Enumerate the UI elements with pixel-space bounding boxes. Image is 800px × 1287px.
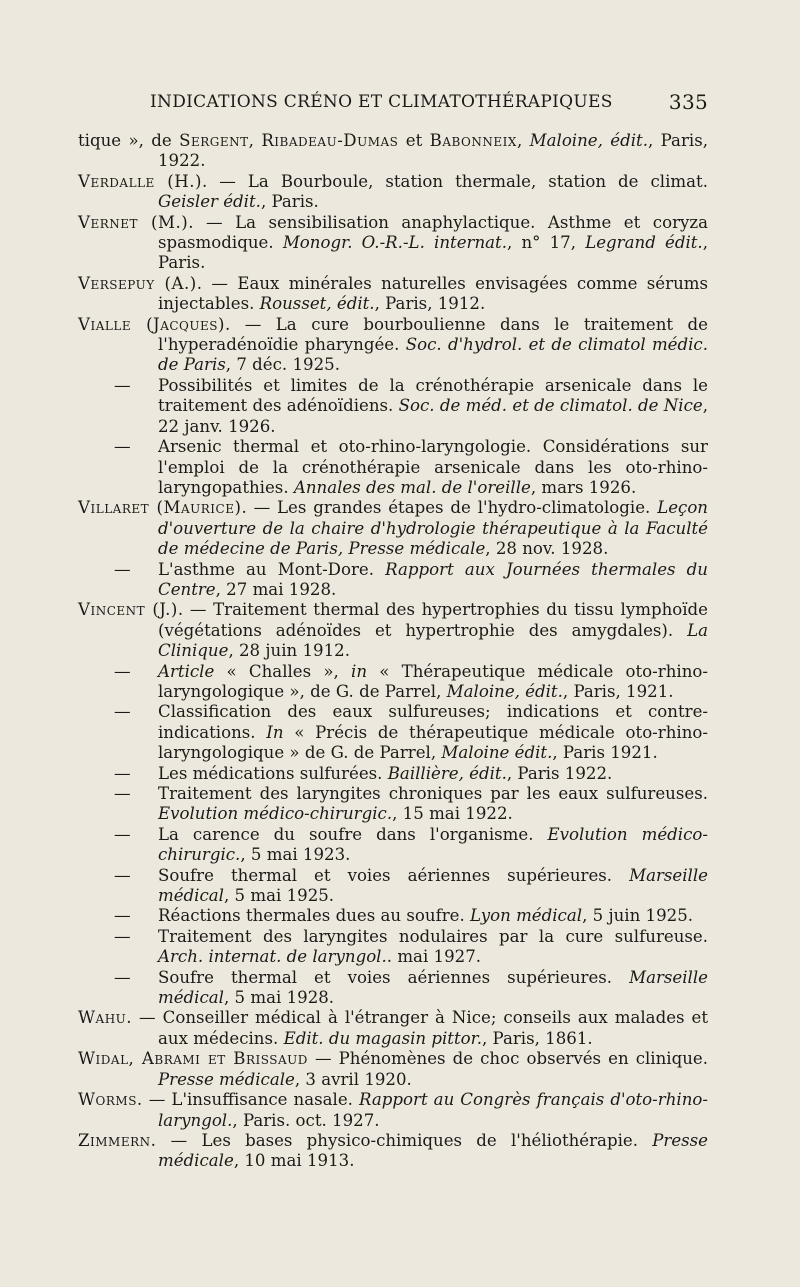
entry-text: Les médications sulfurées. [158, 763, 388, 783]
sub-entry [78, 560, 708, 601]
sub-entry [78, 866, 708, 907]
entry-text: . — Traitement thermal des hypertrophies du tissu lymphoïde (végétations adénoïdes et hypertrophie des amygdales). [158, 600, 708, 640]
citation-source: In [266, 722, 284, 742]
entry-text: , 3 avril 1920. [294, 1069, 412, 1089]
entry-text: , 22 janv. 1926. [158, 396, 708, 436]
entry-text: , 10 mai 1913. [233, 1151, 355, 1171]
entry-text: « Précis de thérapeutique médicale oto-rhino-laryngologique » de G. de Parrel, [158, 722, 708, 763]
sub-entry [78, 702, 708, 763]
sub-entry [78, 906, 708, 926]
citation-source: Edit. du magasin pittor. [283, 1028, 482, 1048]
entry-text: , [248, 131, 262, 150]
bibliography-list [78, 131, 708, 1172]
entry-text: , Paris, 1921. [562, 681, 674, 701]
citation-source: Rapport aux Journées thermales du Centre [158, 559, 708, 599]
citation-source: Maloine édit. [441, 743, 553, 763]
entry-text: , [516, 131, 530, 150]
ditto-dash: — [114, 865, 131, 885]
citation-source: Maloine, édit. [446, 681, 563, 701]
entry-text: Ribadeau-Dumas [261, 131, 399, 150]
entry-text: Soufre thermal et voies aériennes supérieures. [158, 967, 630, 987]
ditto-dash: — [114, 661, 131, 681]
entry-text: Sergent [179, 131, 249, 150]
sub-entry [78, 784, 708, 825]
citation-source: Maloine, édit. [529, 131, 648, 150]
entry-text: , 7 déc. 1925. [225, 355, 340, 375]
entry-text: , Paris. [260, 192, 319, 212]
ditto-dash: — [114, 967, 131, 987]
page-header-title: INDICATIONS CRÉNO ET CLIMATOTHÉRAPIQUES [150, 92, 613, 112]
entry-text: . — La cure bourboulienne dans le traitement de l'hyperadénoïdie pharyngée. [158, 314, 708, 355]
sub-entry [78, 376, 708, 437]
entry-text: , 5 juin 1925. [582, 906, 694, 926]
entry-text: Soufre thermal et voies aériennes supérieures. [158, 865, 630, 885]
citation-source: Evolution médico-chirurgic. [158, 824, 708, 865]
entry-text: , 27 mai 1928. [215, 579, 337, 599]
entry-text: — L'insuffisance nasale. [142, 1090, 360, 1110]
entry-text: Arsenic thermal et oto-rhino-laryngologie. Considérations sur l'emploi de la crénothérapie arsenicale dans les oto-rhino-laryngopathies. [158, 437, 708, 497]
entry-text: , 5 mai 1923. [240, 845, 351, 865]
citation-source: Leçon d'ouverture de la chaire d'hydrologie thérapeutique à la Faculté de médecine de Paris, Presse médicale [158, 498, 708, 559]
entry-text: , Paris, 1922. [158, 131, 708, 171]
citation-source: Article [158, 661, 215, 681]
entry-text: Traitement des laryngites nodulaires par la cure sulfureuse. [158, 926, 708, 946]
ditto-dash: — [114, 784, 131, 803]
entry-text: , 5 mai 1925. [223, 886, 335, 906]
citation-source: Evolution médico-chirurgic. [158, 804, 393, 824]
citation-source: Presse médicale [158, 1069, 295, 1089]
bibliography-entry [78, 1008, 708, 1049]
entry-text: Réactions thermales dues au soufre. [158, 906, 471, 926]
sub-entry [78, 437, 708, 498]
entry-text: . — La Bourboule, station thermale, station de climat. [201, 171, 708, 191]
citation-source: Marseille médical [158, 865, 708, 906]
entry-text: La carence du soufre dans l'organisme. [158, 824, 548, 844]
entry-text: , Paris 1921. [552, 743, 658, 763]
bibliography-entry [78, 172, 708, 213]
entry-text: . — Eaux minérales naturelles envisagées comme sérums injectables. [158, 273, 709, 314]
citation-source: Marseille médical [158, 967, 708, 1008]
citation-source: Baillière, édit. [387, 763, 507, 783]
running-header [150, 92, 708, 112]
entry-author: Widal, Abrami et Brissaud [78, 1049, 308, 1069]
bibliography-entry [78, 274, 708, 315]
entry-text: , Paris 1922. [506, 763, 613, 783]
entry-text: . — La sensibilisation anaphylactique. Asthme et coryza spasmodique. [158, 212, 709, 253]
ditto-dash: — [114, 824, 131, 844]
entry-text: L'asthme au Mont-Dore. [158, 559, 386, 579]
citation-source: Arch. internat. de laryngol. [158, 947, 387, 967]
entry-author: Verdalle (H.) [78, 171, 202, 191]
entry-author: Wahu. [78, 1008, 133, 1028]
citation-source: La Clinique [158, 620, 708, 661]
entry-text: et [398, 131, 430, 150]
entry-text: , Paris. [158, 233, 708, 273]
ditto-dash: — [114, 375, 131, 395]
entry-author: Worms. [78, 1090, 143, 1110]
citation-source: Soc. d'hydrol. et de climatol médic. de Paris [158, 335, 708, 375]
entry-author: Vernet (M.) [78, 212, 189, 232]
citation-source: Legrand édit. [585, 233, 703, 253]
sub-entry [78, 662, 708, 703]
entry-text: , Paris, 1912. [374, 294, 486, 314]
ditto-dash: — [114, 763, 131, 783]
entry-author: Vialle (Jacques) [78, 314, 225, 334]
citation-source: in [351, 661, 368, 681]
entry-text: , n° 17, [506, 233, 586, 253]
entry-text: « Thérapeutique médicale oto-rhino-laryngologique », de G. de Parrel, [158, 661, 708, 701]
sub-entry [78, 764, 708, 784]
entry-text: , 28 nov. 1928. [485, 539, 609, 559]
sub-entry [78, 968, 708, 1009]
entry-text: , Paris. oct. 1927. [232, 1110, 380, 1130]
entry-text: — Phénomènes de choc observés en clinique. [307, 1049, 709, 1069]
citation-source: Lyon médical [470, 906, 583, 926]
entry-text: — Conseiller médical à l'étranger à Nice; conseils aux malades et aux médecins. [132, 1008, 708, 1048]
citation-source: Monogr. O.-R.-L. internat. [282, 233, 507, 253]
citation-source: Rousset, édit. [259, 294, 375, 314]
sub-entry [78, 927, 708, 968]
bibliography-entry [78, 600, 708, 661]
entry-text: Classification des eaux sulfureuses; indications et contre-indications. [158, 702, 708, 742]
ditto-dash: — [114, 906, 131, 926]
entry-author: Zimmern. [78, 1130, 157, 1150]
entry-text: , 15 mai 1922. [392, 804, 513, 824]
ditto-dash: — [114, 702, 131, 722]
entry-text: — Les bases physico-chimiques de l'héliothérapie. [156, 1130, 653, 1150]
bibliography-entry [78, 1090, 708, 1131]
bibliography-entry [78, 315, 708, 376]
bibliography-entry [78, 1131, 708, 1172]
bibliography-entry [78, 498, 708, 559]
entry-text: Babonneix [429, 131, 517, 150]
entry-text: , 5 mai 1928. [223, 988, 335, 1008]
bibliography-entry [78, 131, 708, 172]
entry-text: Traitement des laryngites chroniques par les eaux sulfureuses. [158, 784, 708, 803]
ditto-dash: — [114, 559, 131, 579]
citation-source: Presse médicale [158, 1130, 708, 1171]
citation-source: Annales des mal. de l'oreille [293, 477, 531, 497]
page-number: 335 [668, 90, 708, 114]
citation-source: Soc. de méd. et de climatol. de Nice [398, 396, 703, 416]
entry-author: Versepuy (A.) [78, 273, 197, 293]
entry-author: Vincent (J.) [78, 600, 178, 620]
ditto-dash: — [114, 926, 131, 946]
sub-entry [78, 825, 708, 866]
entry-text: , mars 1926. [530, 477, 637, 497]
entry-text: Possibilités et limites de la crénothérapie arsenicale dans le traitement des adénoïdiens. [158, 375, 708, 416]
entry-text: , Paris, 1861. [482, 1028, 593, 1048]
citation-source: Geisler édit. [158, 192, 261, 212]
citation-source: Rapport au Congrès français d'oto-rhino-laryngol. [158, 1090, 708, 1130]
entry-text: « Challes », [214, 661, 352, 681]
entry-text: tique », de [78, 131, 180, 150]
entry-text: , 28 juin 1912. [228, 641, 350, 661]
entry-text: . mai 1927. [386, 947, 482, 967]
bibliography-entry [78, 213, 708, 274]
entry-text: . — Les grandes étapes de l'hydro-climatologie. [241, 498, 658, 518]
entry-author: Villaret (Maurice) [78, 498, 242, 518]
bibliography-entry [78, 1049, 708, 1090]
ditto-dash: — [114, 437, 131, 457]
